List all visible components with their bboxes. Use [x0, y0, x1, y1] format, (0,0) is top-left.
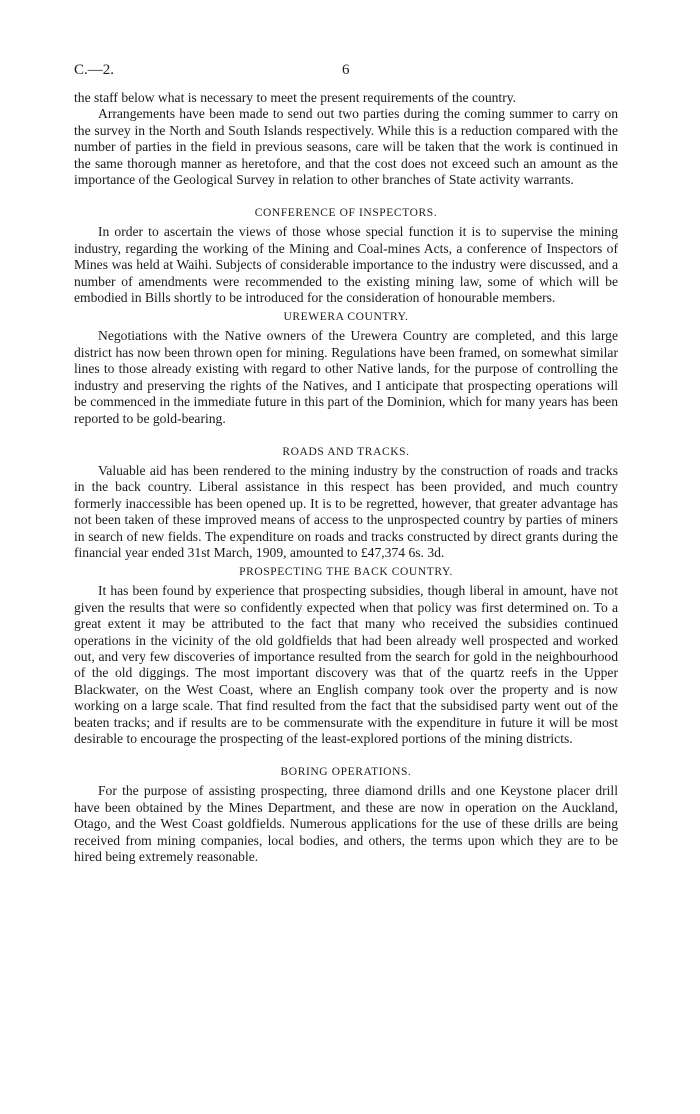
- section-heading: UREWERA COUNTRY.: [283, 311, 409, 324]
- paragraph: Negotiations with the Native owners of the Urewera Country are completed, and this large district has now been thrown open for mining. Regulations have been framed, on somewhat similar lines to those already existing with regard to other Native lands, for the purpose of controlling the industry and preserving the rights of the Natives, and I anticipate that prospecting operations will be commenced in the immediate future in this part of the Dominion, which for many years has been reported to be gold-bearing.: [74, 328, 618, 426]
- page-number: 6: [342, 62, 350, 78]
- section-heading: BORING OPERATIONS.: [280, 766, 412, 779]
- paragraph: Valuable aid has been rendered to the mining industry by the construction of roads and tracks in the back country. Liberal assistance in this respect has been provided, and much country formerly inaccessible has been opened up. It is to be regretted, however, that greater advantage has not been taken of these improved means of access to the unprospected country by parties of miners in search of new fields. The expenditure on roads and tracks constructed by direct grants during the financial year ended 31st March, 1909, amounted to £47,374 6s. 3d.: [74, 462, 618, 560]
- document-reference: C.—2.: [74, 62, 115, 78]
- paragraph: It has been found by experience that prospecting subsidies, though liberal in amount, have not given the results that were so confidently expected when that policy was first determined on. To a great extent it may be attributed to the fact that many who received the subsidies continued operations in the vicinity of the old goldfields that had been already well prospected and worked out, and very few discoveries of importance resulted from the search for gold in the neighbourhood of the old diggings. The most important discovery was that of the quartz reefs in the Upper Blackwater, on the West Coast, where an English company took over the property and is now working on a large scale. That find resulted from the fact that the subsidised party went out of the beaten tracks; and if results are to be commensurate with the expenditure in future it will be most desirable to encourage the prospecting of the least-explored portions of the mining districts.: [74, 583, 618, 746]
- paragraph: For the purpose of assisting prospecting, three diamond drills and one Keystone placer drill have been obtained by the Mines Department, and these are now in operation on the Auckland, Otago, and the West Coast goldfields. Numerous applications for the use of these drills are being received from mining companies, local bodies, and others, the terms upon which they are to be hired being extremely reasonable.: [74, 783, 618, 865]
- running-header: [74, 62, 620, 82]
- paragraph: Arrangements have been made to send out two parties during the coming summer to carry on the survey in the North and South Islands respectively. While this is a reduction compared with the number of parties in the field in previous seasons, care will be taken that the work is continued in the same thorough manner as heretofore, and that the cost does not exceed such an amount as the importance of the Geological Survey in relation to other branches of State activity warrants.: [74, 106, 618, 188]
- section-heading: PROSPECTING THE BACK COUNTRY.: [239, 566, 453, 579]
- section-heading: CONFERENCE OF INSPECTORS.: [254, 207, 438, 220]
- section-heading: ROADS AND TRACKS.: [282, 445, 410, 458]
- body-text: [74, 90, 618, 865]
- paragraph: the staff below what is necessary to meet the present requirements of the country.: [74, 90, 517, 105]
- paragraph: In order to ascertain the views of those whose special function it is to supervise the mining industry, regarding the working of the Mining and Coal-mines Acts, a conference of Inspectors of Mines was held at Waihi. Subjects of considerable importance to the industry were discussed, and a number of amendments were recommended to the existing mining law, some of which will be embodied in Bills shortly to be introduced for the consideration of honourable members.: [74, 224, 618, 306]
